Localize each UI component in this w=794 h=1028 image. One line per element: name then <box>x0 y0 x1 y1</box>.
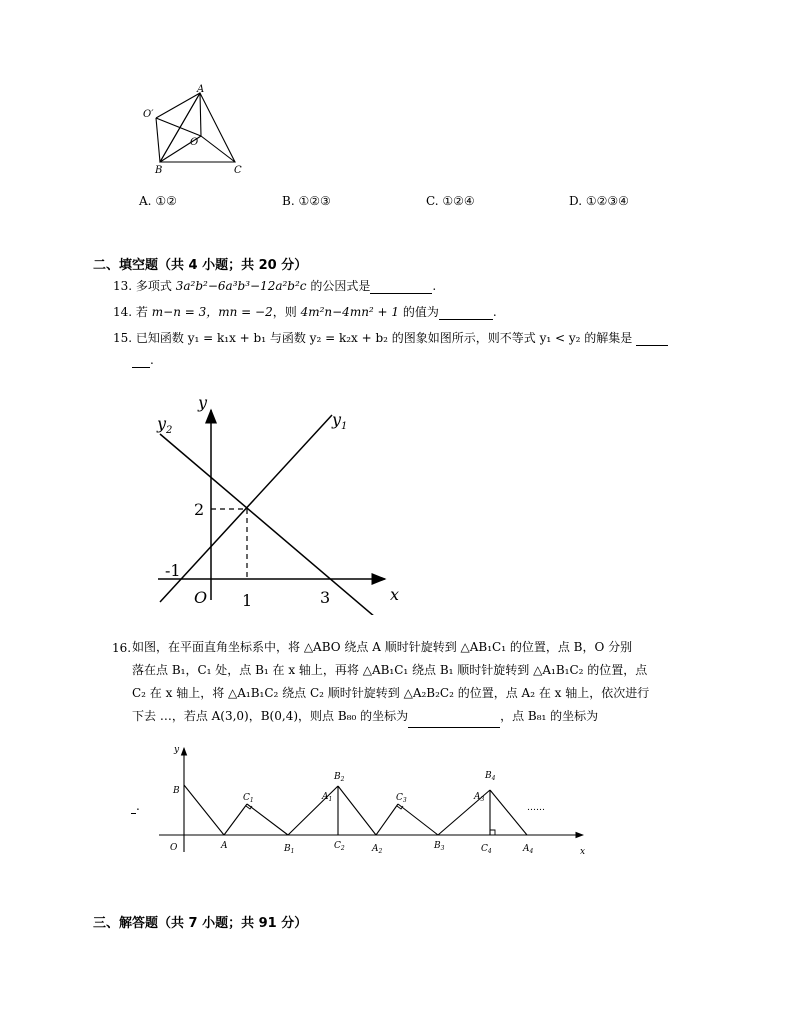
label-b: B <box>155 165 163 176</box>
q13-expression: 3a²b²−6a³b³−12a²b²c <box>175 279 307 293</box>
rot-dots: …… <box>527 803 545 813</box>
q13-answer-blank[interactable] <box>370 281 432 294</box>
q15-answer-blank-part2[interactable] <box>132 355 150 368</box>
linear-graph-figure <box>150 390 410 615</box>
rotation-figure <box>155 740 595 858</box>
q16-line-1: 如图，在平面直角坐标系中，将 △ABO 绕点 A 顺时针旋转到 △AB₁C₁ 的位置，点 B，O 分别 <box>132 640 633 654</box>
rot-o-label: O <box>170 843 178 853</box>
q15-line2 <box>132 352 154 368</box>
graph-x-tick-1: 1 <box>242 591 253 610</box>
triangle-figure <box>140 84 250 176</box>
q14-condition: m−n = 3，mn = −2 <box>151 305 273 319</box>
q16-line-2: 落在点 B₁，C₁ 处，点 B₁ 在 x 轴上，再将 △AB₁C₁ 绕点 B₁ 顺时针旋转到 △A₁B₁C₂ 的位置，点 <box>132 663 648 677</box>
q15-answer-blank-part1[interactable] <box>636 333 668 346</box>
graph-y-axis-label: y <box>198 393 208 412</box>
graph-y-tick-2: 2 <box>194 500 205 519</box>
rot-c3-label: $C_3$ <box>396 793 407 804</box>
q16-answer-blank-1[interactable] <box>408 715 500 728</box>
rot-x-label: x <box>580 847 586 857</box>
q14-mid: ，则 <box>272 305 297 319</box>
choice-a[interactable] <box>139 193 177 209</box>
question-16 <box>132 636 649 728</box>
rot-b4-label: $B_4$ <box>485 771 496 782</box>
choice-b-letter: B. <box>282 194 295 208</box>
graph-x-axis-label: x <box>390 585 400 604</box>
choice-a-text: ①② <box>155 194 177 208</box>
rot-a4-label: $A_4$ <box>523 844 534 855</box>
graph-origin-label: O <box>194 588 208 607</box>
q14-pre: 若 <box>135 305 148 319</box>
rot-c1-label: $C_1$ <box>243 793 254 804</box>
q16-line-4b: ，点 B₈₁ 的坐标为 <box>500 709 599 723</box>
q16-line-4 <box>132 705 649 728</box>
label-o: O <box>190 137 199 148</box>
choice-d[interactable] <box>569 193 629 209</box>
rot-c2-label: $C_2$ <box>334 841 345 852</box>
q13-end: . <box>432 279 437 293</box>
choice-c-letter: C. <box>426 194 439 208</box>
rot-b-label: B <box>173 786 180 796</box>
choice-c-text: ①②④ <box>442 194 475 208</box>
rot-b3-label: $B_3$ <box>434 841 445 852</box>
q16-line-4a: 下去 …，若点 A(3,0)，B(0,4)，则点 B₈₀ 的坐标为 <box>132 709 409 723</box>
rot-a-label: A <box>221 841 228 851</box>
q16-tail: . <box>131 798 140 814</box>
rot-b1-label: $B_1$ <box>284 844 295 855</box>
label-c: C <box>234 165 242 176</box>
choice-a-letter: A. <box>139 194 152 208</box>
q15-text: 已知函数 y₁ = k₁x + b₁ 与函数 y₂ = k₂x + b₂ 的图象如图所示，则不等式 y₁ < y₂ 的解集是 <box>135 331 633 345</box>
choice-b[interactable] <box>282 193 331 209</box>
rot-y-label: y <box>174 745 180 755</box>
section2-title: 二、填空题（共 4 小题；共 20 分） <box>93 258 308 273</box>
q14-end: . <box>492 305 497 319</box>
label-a: A <box>197 84 205 95</box>
q16-line-3: C₂ 在 x 轴上，将 △A₁B₁C₂ 绕点 C₂ 顺时针旋转到 △A₂B₂C₂ 的位置，点 A₂ 在 x 轴上，依次进行 <box>132 686 650 700</box>
q13-post: 的公因式是 <box>310 279 371 293</box>
choice-c[interactable] <box>426 193 475 209</box>
graph-x-tick-3: 3 <box>320 588 331 607</box>
rot-a1-label: $A_1$ <box>322 792 333 803</box>
q14-number: 14. <box>113 305 133 319</box>
rot-c4-label: $C_4$ <box>481 844 492 855</box>
q15-number: 15. <box>113 331 133 345</box>
choice-d-letter: D. <box>569 194 583 208</box>
q16-number: 16. <box>112 641 132 655</box>
q13-pre: 多项式 <box>135 279 172 293</box>
section3-title: 三、解答题（共 7 小题；共 91 分） <box>93 916 308 931</box>
label-o-prime: O′ <box>143 109 154 120</box>
question-14 <box>113 304 497 320</box>
choice-d-text: ①②③④ <box>585 194 629 208</box>
q14-expression: 4m²n−4mn² + 1 <box>300 305 400 319</box>
question-13 <box>113 278 436 294</box>
rot-a3-label: $A_3$ <box>474 792 485 803</box>
rot-a2-label: $A_2$ <box>372 844 383 855</box>
graph-x-tick-neg1: -1 <box>165 561 181 580</box>
graph-y2-label: $y_2$ <box>157 414 173 436</box>
choice-b-text: ①②③ <box>298 194 331 208</box>
q14-post: 的值为 <box>402 305 439 319</box>
q13-number: 13. <box>113 279 133 293</box>
question-15 <box>113 330 668 346</box>
q14-answer-blank[interactable] <box>439 307 493 320</box>
graph-y1-label: $y_1$ <box>332 410 348 432</box>
rot-b2-label: $B_2$ <box>334 772 345 783</box>
q15-end: . <box>150 353 154 367</box>
